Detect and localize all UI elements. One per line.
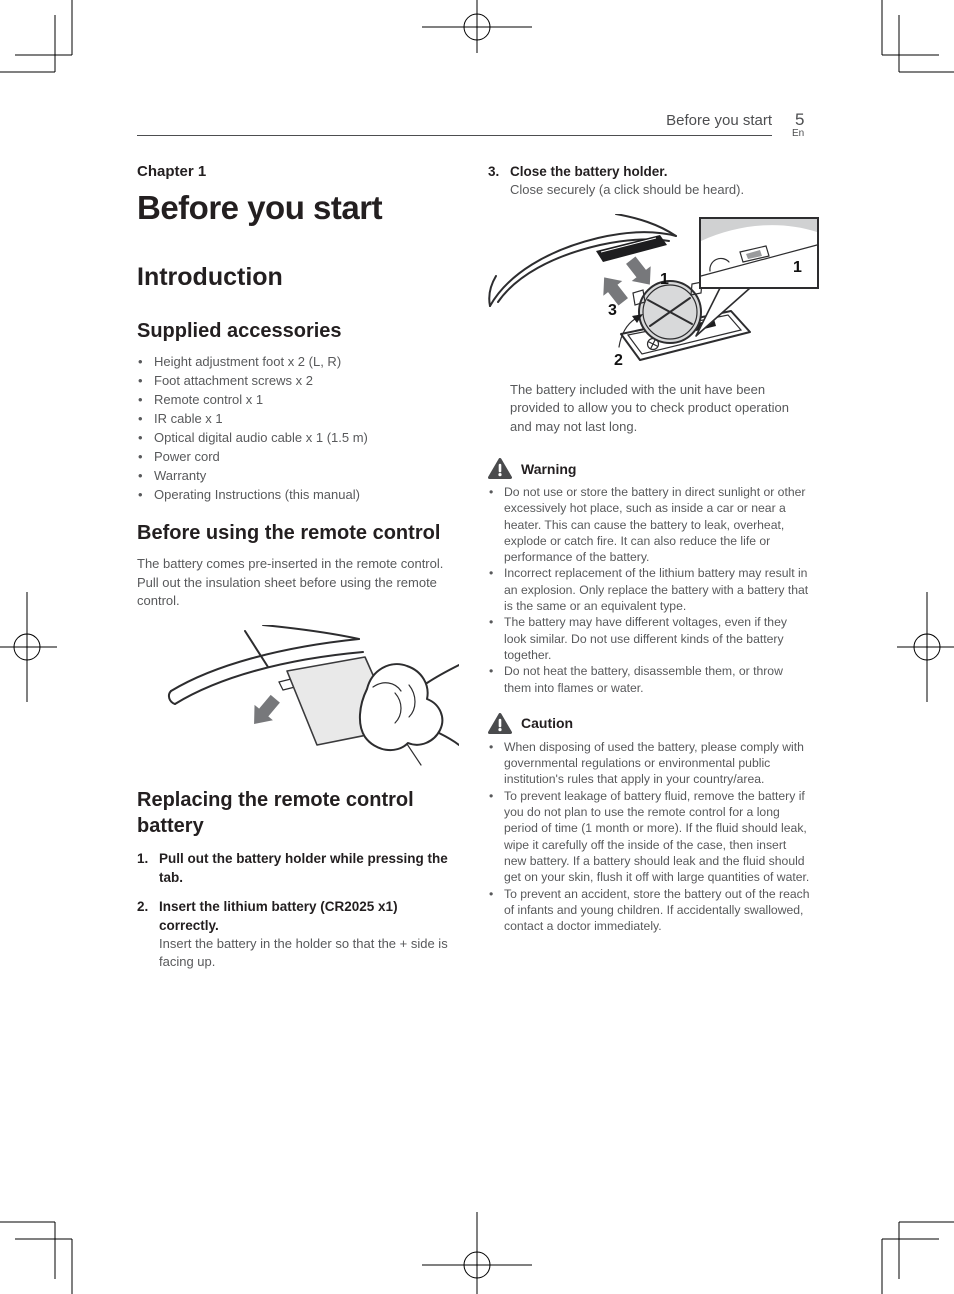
- step-title: Close the battery holder.: [510, 164, 668, 179]
- figure-label-close: 3: [608, 301, 617, 319]
- list-item: [137, 447, 459, 466]
- figure-insulation-sheet: [159, 625, 459, 767]
- list-item-text: Do not heat the battery, disassemble them, or throw them into flames or water.: [504, 664, 783, 695]
- list-item: [488, 788, 812, 886]
- right-column: [488, 162, 812, 934]
- step-title: Insert the lithium battery (CR2025 x1) correctly.: [159, 898, 398, 933]
- chapter-title: Before you start: [137, 189, 383, 226]
- figure-label-inset-tab: 1: [793, 258, 802, 276]
- bullet-marker: •: [138, 354, 143, 369]
- heading-before-using-remote: Before using the remote control: [137, 522, 441, 544]
- step-title: Pull out the battery holder while pressing the tab.: [159, 850, 448, 885]
- list-item: [137, 371, 459, 390]
- list-item-text: To prevent leakage of battery fluid, remove the battery if you do not plan to use the remote control for a long period of time (1 month or more). If the fluid should leak, wipe it carefully off the inside of the case, then insert new battery. If a battery should leak and the fluid should get on your skin, flush it off with large quantities of water.: [504, 788, 810, 885]
- bullet-marker: •: [138, 392, 143, 407]
- bullet-marker: •: [138, 487, 143, 502]
- running-header-title: Before you start: [666, 112, 772, 129]
- list-item: [137, 390, 459, 409]
- list-item: [137, 352, 459, 371]
- step-number: 3.: [488, 164, 500, 179]
- list-item: [488, 886, 812, 935]
- heading-replacing-battery: Replacing the remote control battery: [137, 788, 414, 837]
- list-item: [488, 484, 812, 565]
- list-item-text: Operating Instructions (this manual): [154, 487, 360, 502]
- list-item-text: Warranty: [154, 468, 207, 483]
- heading-introduction: Introduction: [137, 263, 283, 291]
- list-item: [137, 409, 459, 428]
- bullet-marker: •: [138, 449, 143, 464]
- bullet-marker: •: [489, 485, 494, 499]
- chapter-label: Chapter 1: [137, 163, 207, 180]
- bullet-marker: •: [138, 411, 143, 426]
- list-item-text: Foot attachment screws x 2: [154, 373, 313, 388]
- list-item: [137, 485, 459, 504]
- step-body: Insert the battery in the holder so that the + side is facing up.: [159, 935, 448, 969]
- list-item-text: Remote control x 1: [154, 392, 264, 407]
- caution-header: [488, 713, 812, 734]
- list-item: [488, 663, 812, 696]
- pull-direction-arrow: [245, 691, 285, 732]
- numbered-step-2: [137, 897, 459, 972]
- list-item-text: To prevent an accident, store the battery out of the reach of infants and young children. If accidentally swallowed, contact a doctor immediately.: [504, 886, 810, 934]
- header-rule: [137, 135, 772, 136]
- list-item-text: Power cord: [154, 449, 220, 464]
- step-number: 2.: [137, 898, 149, 914]
- list-item-text: IR cable x 1: [154, 411, 223, 426]
- page-number: 5: [795, 110, 805, 129]
- list-item: [488, 614, 812, 663]
- figure-label-battery: 2: [614, 351, 623, 369]
- language-code: En: [792, 128, 805, 139]
- heading-supplied-accessories: Supplied accessories: [137, 320, 342, 342]
- figure-label-pull-out: 1: [660, 270, 669, 288]
- caution-label: Caution: [521, 715, 574, 732]
- list-item-text: Incorrect replacement of the lithium battery may result in an explosion. Only replace the battery with a battery that is the same or an equivalent type.: [504, 566, 809, 614]
- list-item-text: When disposing of used the battery, please comply with governmental regulations or environmental public institution's rules that apply in your country/area.: [504, 739, 804, 787]
- numbered-step-1: [137, 849, 459, 887]
- step-number: 1.: [137, 850, 149, 866]
- hand-illustration: [360, 664, 459, 750]
- bullet-marker: •: [489, 886, 494, 901]
- caution-icon: [488, 713, 512, 734]
- bullet-marker: •: [138, 430, 143, 445]
- figure-inset-tab-detail: [700, 218, 818, 288]
- warning-label: Warning: [521, 460, 577, 477]
- list-item-text: The battery may have different voltages, even if they look similar. Do not use different kinds of the battery together.: [504, 615, 787, 662]
- list-item-text: Optical digital audio cable x 1 (1.5 m): [154, 430, 368, 445]
- numbered-step-3: [488, 162, 812, 200]
- caution-list: [488, 739, 812, 935]
- warning-header: [488, 458, 812, 479]
- list-item-text: Height adjustment foot x 2 (L, R): [154, 354, 342, 369]
- bullet-marker: •: [138, 468, 143, 483]
- list-item: [488, 565, 812, 614]
- step-body: Close securely (a click should be heard).: [510, 182, 745, 197]
- list-item-text: Do not use or store the battery in direct sunlight or other excessively hot place, such as inside a car or near a heater. This can cause the battery to leak, overheat, explode or catch fire. It can also reduce the life or performance of the battery.: [504, 485, 806, 565]
- warning-icon: [488, 458, 512, 479]
- remote-intro-paragraph: The battery comes pre-inserted in the remote control. Pull out the insulation sheet before using the remote control.: [137, 556, 444, 608]
- figure-battery-holder: [488, 214, 833, 369]
- left-column: [137, 163, 459, 972]
- bullet-marker: •: [489, 566, 494, 581]
- list-item: [488, 739, 812, 788]
- list-item: [137, 466, 459, 485]
- list-item: [137, 428, 459, 447]
- bullet-marker: •: [138, 373, 143, 388]
- accessories-list: [137, 352, 459, 504]
- bullet-marker: •: [489, 788, 494, 803]
- bullet-marker: •: [489, 615, 494, 630]
- bullet-marker: •: [489, 664, 494, 679]
- battery-note-paragraph: The battery included with the unit have been provided to allow you to check product operation and may not last long.: [510, 381, 789, 434]
- bullet-marker: •: [489, 739, 494, 754]
- warning-list: [488, 484, 812, 696]
